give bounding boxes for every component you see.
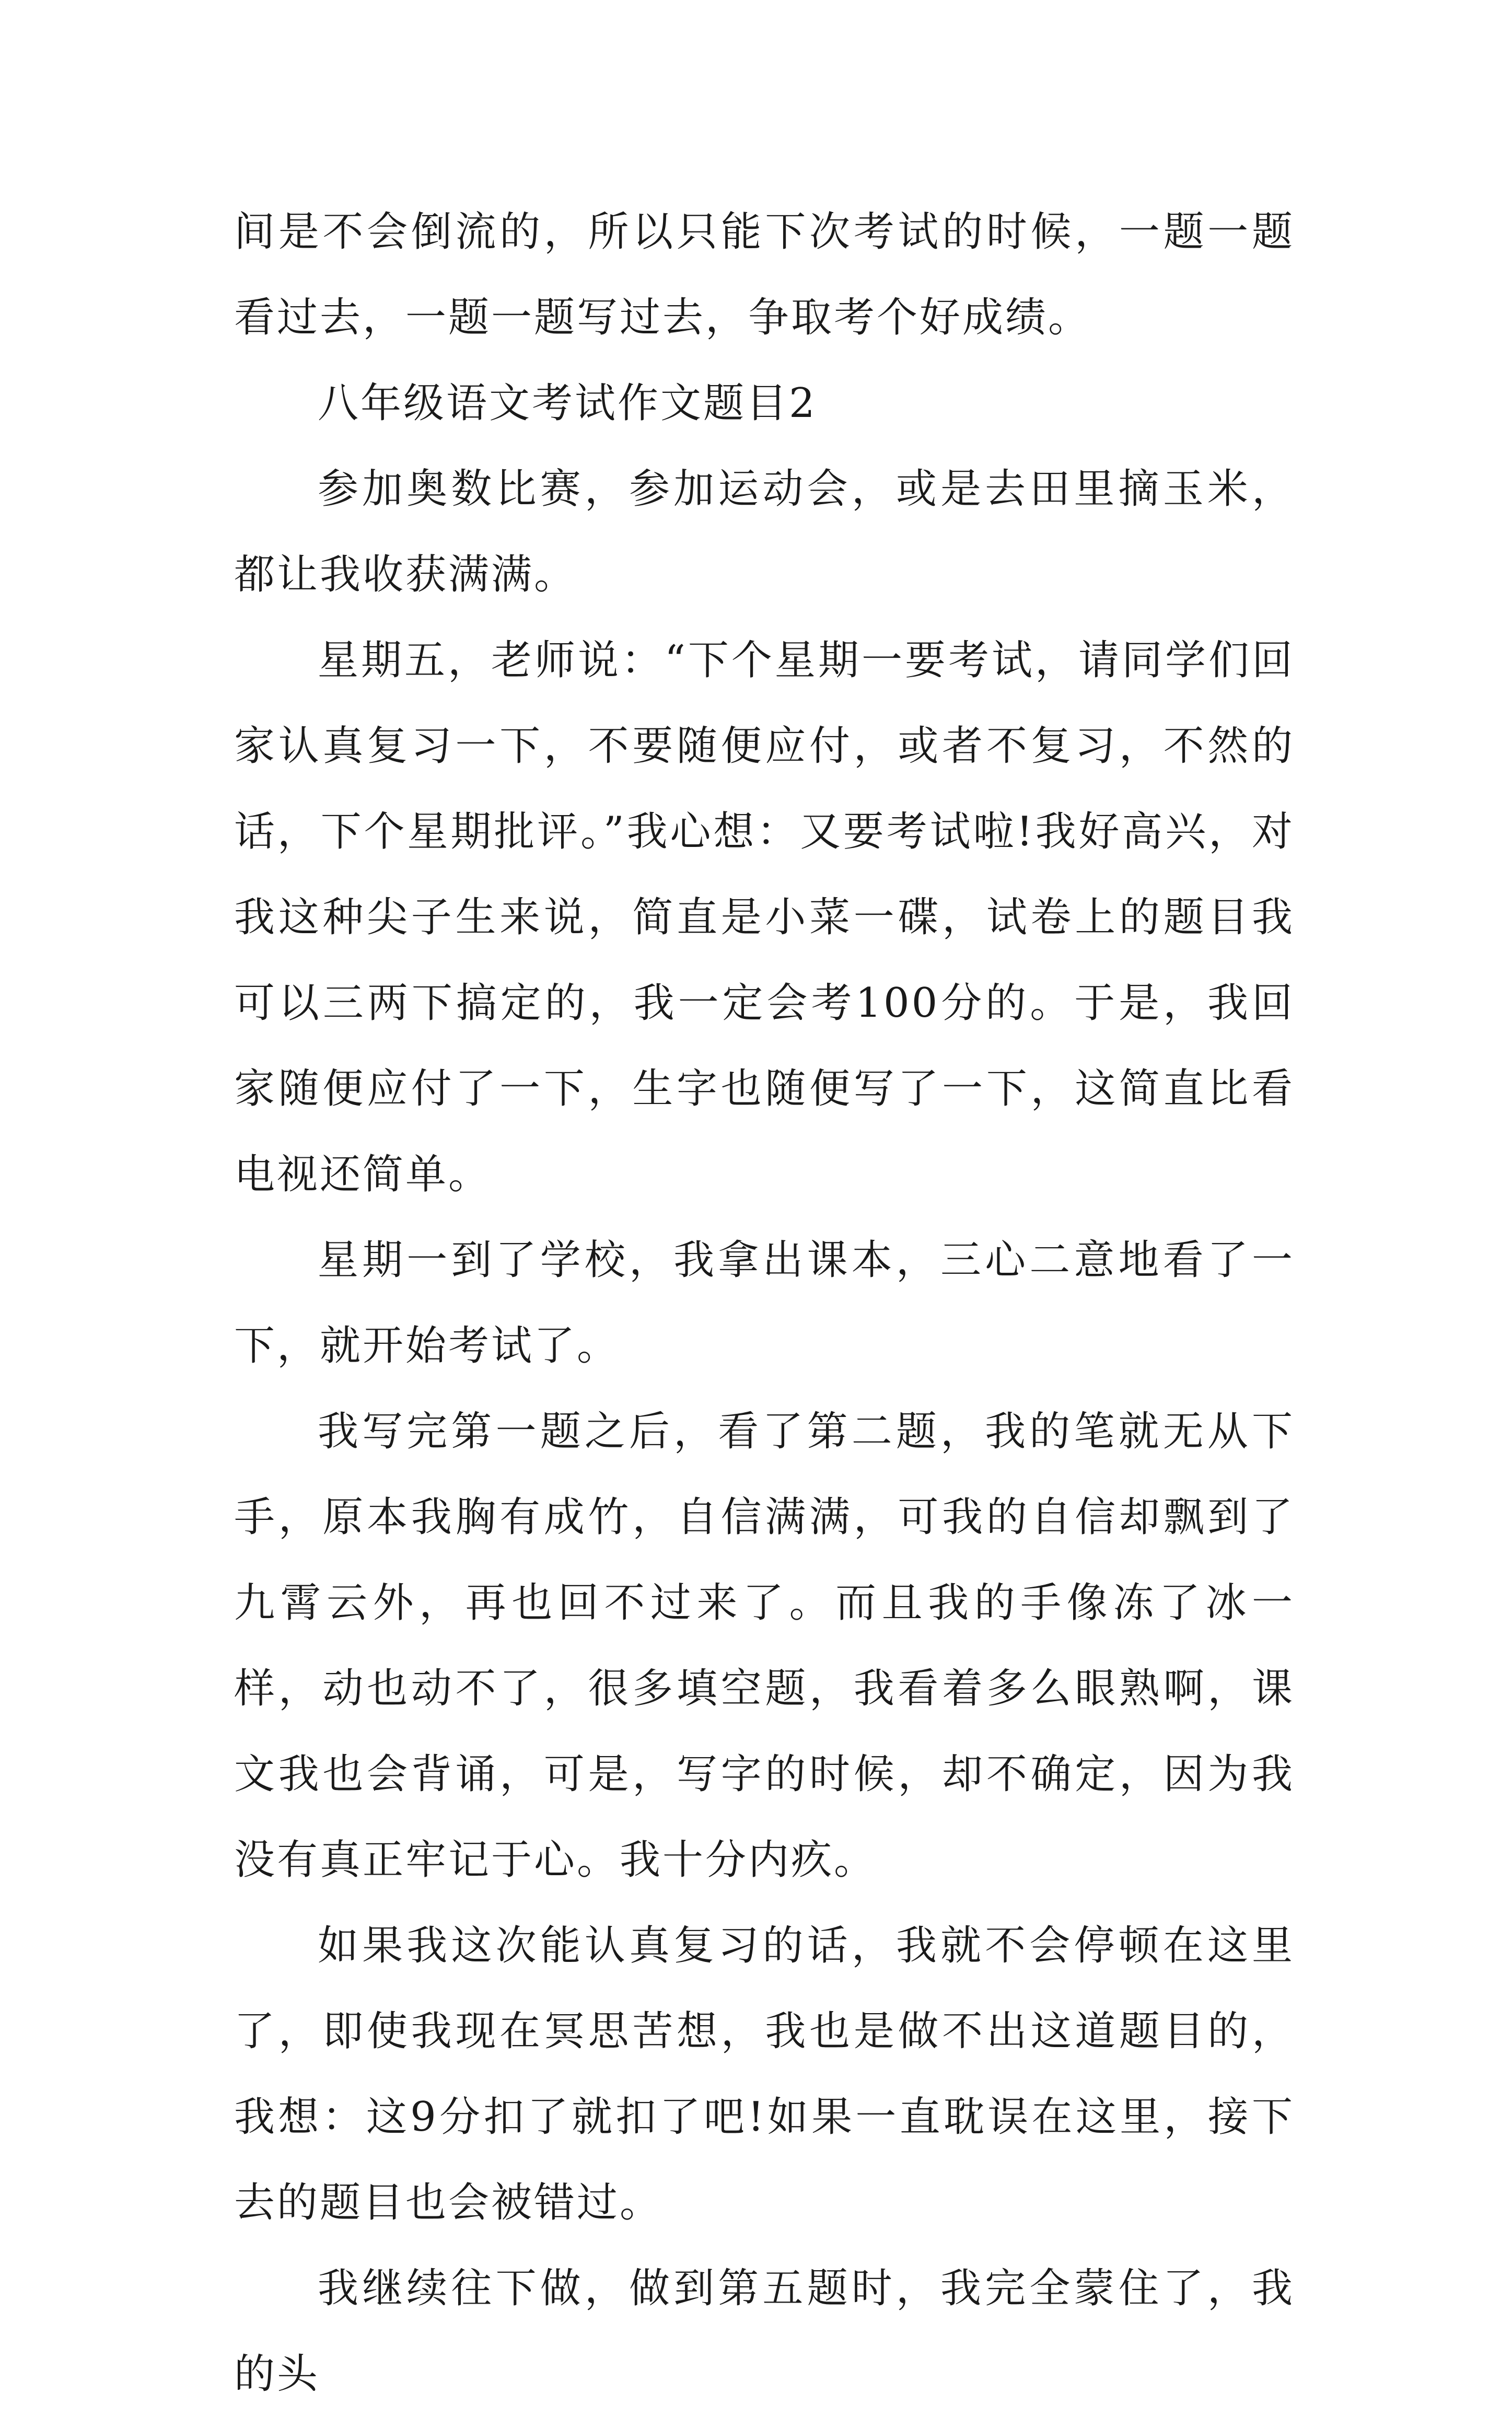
paragraph: 星期五，老师说：“下个星期一要考试，请同学们回家认真复习一下，不要随便应付，或者不复习，不然的话，下个星期批评。”我心想：又要考试啦!我好高兴，对我这种尖子生来说，简直是小菜一碟，试卷上的题目我可以三两下搞定的，我一定会考100分的。于是，我回家随便应付了一下，生字也随便写了一下，这简直比看电视还简单。 — [234, 637, 1295, 1198]
paragraph: 如果我这次能认真复习的话，我就不会停顿在这里了，即使我现在冥思苦想，我也是做不出这道题目的，我想：这9分扣了就扣了吧!如果一直耽误在这里，接下去的题目也会被错过。 — [234, 1922, 1295, 2226]
paragraph: 我继续往下做，做到第五题时，我完全蒙住了，我的头 — [234, 2265, 1295, 2398]
paragraph-continuation: 间是不会倒流的，所以只能下次考试的时候，一题一题看过去，一题一题写过去，争取考个好成绩。 — [234, 208, 1295, 341]
paragraph: 星期一到了学校，我拿出课本，三心二意地看了一下，就开始考试了。 — [234, 1237, 1295, 1369]
paragraph: 我写完第一题之后，看了第二题，我的笔就无从下手，原本我胸有成竹，自信满满，可我的自信却飘到了九霄云外，再也回不过来了。而且我的手像冻了冰一样，动也动不了，很多填空题，我看着多么眼熟啊，课文我也会背诵，可是，写字的时候，却不确定，因为我没有真正牢记于心。我十分内疚。 — [234, 1408, 1295, 1884]
section-heading: 八年级语文考试作文题目2 — [318, 380, 817, 427]
document-body — [234, 189, 1295, 2417]
paragraph: 参加奥数比赛，参加运动会，或是去田里摘玉米，都让我收获满满。 — [234, 466, 1295, 598]
